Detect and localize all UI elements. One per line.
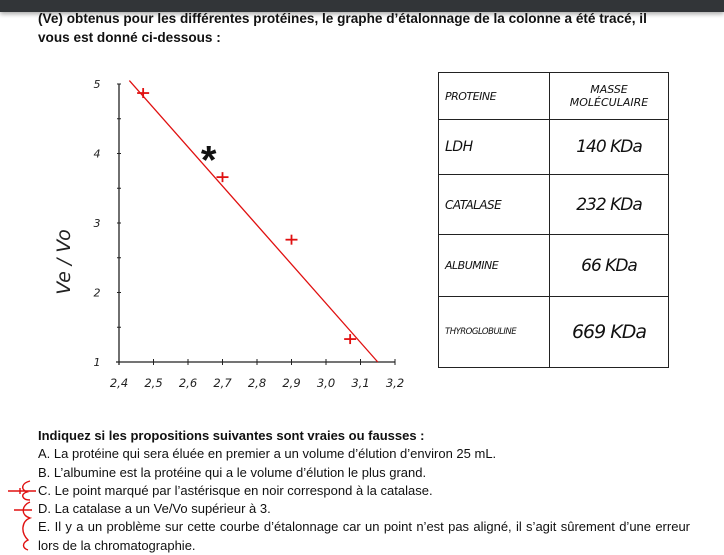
questions-heading: Indiquez si les propositions suivantes sont vraies ou fausses :: [38, 428, 425, 443]
table-header-row: [439, 73, 669, 120]
protein-mass-table: [438, 72, 669, 368]
header-mass: [550, 73, 669, 120]
y-tick-label: 3: [93, 217, 101, 230]
x-tick-label: 2,9: [282, 376, 301, 390]
y-tick-label: 1: [93, 356, 101, 369]
protein-mass: 669 KDa: [550, 297, 669, 368]
option-e: E. Il y a un problème sur cette courbe d’étalonnage car un point n’est pas aligné, il s’agit sûrement d’une erreur lors de la chromatographie.: [38, 519, 690, 553]
table-row: [439, 297, 669, 368]
x-tick-label: 2,7: [213, 376, 232, 390]
x-tick-label: 2,6: [178, 376, 198, 390]
table-row: [439, 235, 669, 297]
option-a: A. La protéine qui sera éluée en premier a un volume d’élution d’environ 25 mL.: [38, 446, 497, 462]
y-axis-label: Ve / Vo: [53, 229, 75, 295]
protein-mass: 66 KDa: [550, 235, 669, 297]
x-tick-label: 3,2: [385, 376, 405, 390]
option-b: B. L’albumine est la protéine qui a le volume d’élution le plus grand.: [38, 464, 427, 480]
asterisk-annotation: *: [200, 138, 217, 183]
questions-block: [38, 427, 690, 555]
header-protein: PROTEINE: [439, 73, 550, 120]
x-tick-label: 2,5: [144, 376, 163, 390]
fit-line: [129, 81, 377, 362]
protein-mass: 140 KDa: [550, 120, 669, 175]
header-mass-line2: MOLÉCULAIRE: [569, 96, 649, 109]
y-tick-label: 4: [93, 147, 101, 161]
table-row: [439, 175, 669, 235]
protein-name: CATALASE: [439, 175, 550, 235]
data-point: [137, 88, 149, 98]
handwritten-red-marks: [8, 481, 36, 550]
option-c: C. Le point marqué par l’astérisque en noir correspond à la catalase.: [38, 482, 433, 498]
protein-mass: 232 KDa: [550, 175, 669, 235]
option-d: D. La catalase a un Ve/Vo supérieur à 3.: [38, 501, 271, 517]
x-tick-label: 2,8: [247, 376, 267, 390]
protein-name: ALBUMINE: [439, 235, 550, 297]
x-tick-label: 2,4: [109, 376, 129, 390]
data-point: [286, 235, 298, 245]
x-tick-label: 3,0: [316, 376, 336, 390]
x-tick-label: 3,1: [351, 376, 370, 390]
protein-name: THYROGLOBULINE: [439, 297, 550, 368]
protein-name: LDH: [439, 120, 550, 175]
intro-text: (Ve) obtenus pour les différentes protéines, le graphe d’étalonnage de la colonne a été tracé, il vous est donné ci-dessous :: [38, 11, 647, 45]
table-row: [439, 120, 669, 175]
header-mass-line1: MASSE: [590, 83, 628, 96]
y-tick-label: 5: [93, 78, 101, 91]
y-tick-label: 2: [93, 286, 101, 300]
